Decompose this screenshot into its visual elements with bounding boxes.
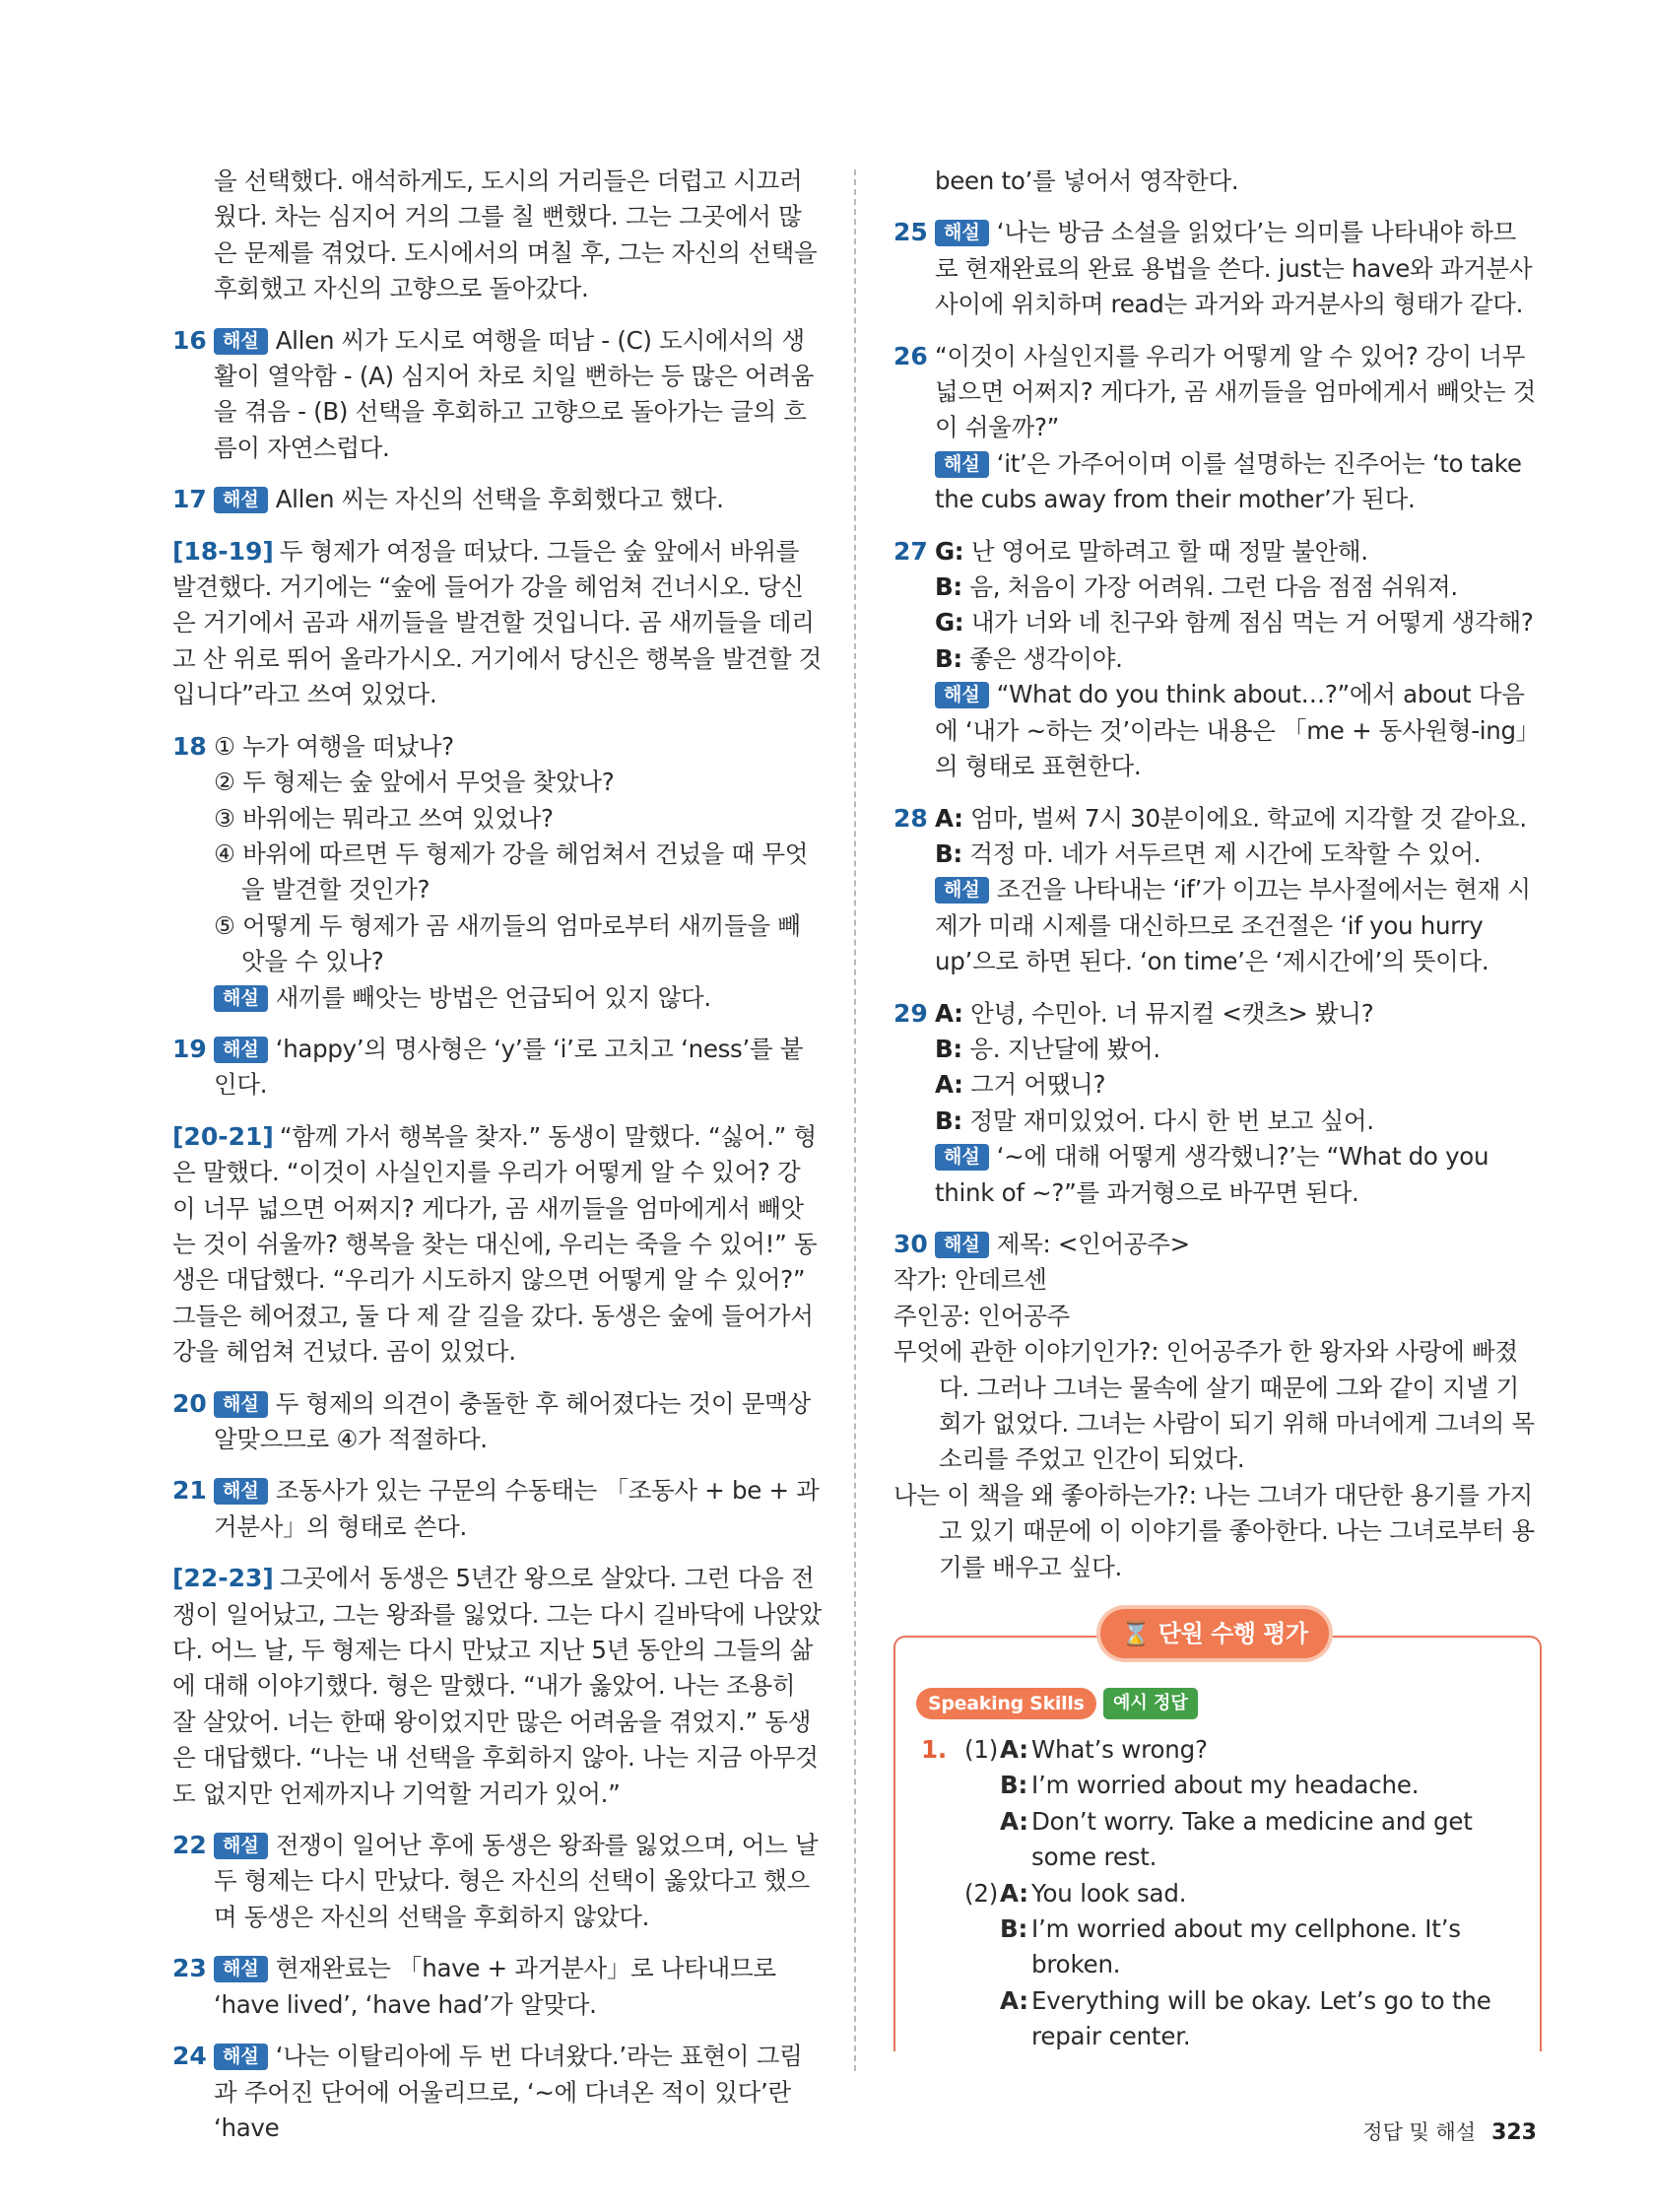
question-number: 26: [893, 341, 928, 370]
answer-16: [172, 323, 823, 467]
explanation-text: 조건을 나타내는 ‘if’가 이끄는 부사절에서는 현재 시제가 미래 시제를 대신하므로 조건절은 ‘if you hurry up’으로 하면 된다. ‘on time’은 ‘제시간에’의 뜻이다.: [935, 875, 1531, 976]
speaker: B:: [1000, 1914, 1028, 1944]
speaking-answer: [921, 1732, 1532, 2055]
explanation-tag: 해설: [214, 985, 268, 1012]
line-text: You look sad.: [1031, 1878, 1187, 1908]
answer-30: [893, 1227, 1539, 1262]
speaker: A:: [1000, 1735, 1028, 1764]
question-number: 24: [172, 2042, 207, 2071]
answer-20: [172, 1386, 823, 1458]
translation-text: “이것이 사실인지를 우리가 어떻게 알 수 있어? 강이 너무 넓으면 어쩌지? 게다가, 곰 새끼들을 엄마에게서 빼앗는 것이 쉬울까?”: [935, 341, 1537, 442]
unit-assessment-title: ⌛ 단원 수행 평가: [1100, 1609, 1329, 1658]
passage-text: 그곳에서 동생은 5년간 왕으로 살았다. 그런 다음 전쟁이 일어났고, 그는 왕좌를 잃었다. 그는 다시 길바닥에 나앉았다. 어느 날, 두 형제는 다시 만났고 지난 5년 동안의 그들의 삶에 대해 이야기했다. 형은 말했다. “내가 옳았어. 나는 조용히 잘 살았어. 너는 한때 왕이었지만 많은 어려움을 겪었지.” 동생은 대답했다. “나는 내 선택을 후회하지 않아. 나는 지금 아무것도 없지만 언제까지나 기억할 거리가 있어.”: [172, 1564, 823, 1808]
passage-number: [20-21]: [172, 1121, 274, 1151]
explanation-tag: 해설: [214, 487, 268, 513]
column-divider: [854, 169, 856, 2071]
speaker: B:: [935, 643, 962, 673]
line-text: 난 영어로 말하려고 할 때 정말 불안해.: [970, 536, 1368, 566]
explanation-tag: 해설: [214, 1956, 268, 1982]
speaker: B:: [935, 1034, 962, 1063]
option-4: ④ 바위에 따르면 두 형제가 강을 헤엄쳐서 건넜을 때 무엇을 발견할 것인가?: [214, 838, 809, 905]
question-number: 27: [893, 536, 928, 566]
speaker: B:: [1000, 1771, 1028, 1800]
answer-30-details: [893, 1262, 1539, 1585]
detail-line: 무엇에 관한 이야기인가?: 인어공주가 한 왕자와 사랑에 빠졌다. 그러나 그녀는 물속에 살기 때문에 그와 같이 지낼 기회가 없었다. 그녀는 사람이 되기 위해 마녀에게 그녀의 목소리를 주었고 인간이 되었다.: [893, 1337, 1535, 1474]
line-text: What’s wrong?: [1031, 1735, 1208, 1764]
dialogue-line: [935, 801, 1539, 837]
explanation-text: 현재완료는 「have + 과거분사」로 나타내므로 ‘have lived’, ‘have had’가 알맞다.: [214, 1954, 776, 2019]
passage-number: [22-23]: [172, 1564, 274, 1593]
left-column: [172, 164, 823, 2162]
question-number: 18: [172, 731, 207, 761]
dialogue-line: [935, 837, 1539, 872]
explanation-tag: 해설: [214, 1478, 268, 1505]
answer-24: [172, 2039, 823, 2146]
speaker: A:: [935, 1070, 963, 1100]
dialogue-line: [935, 1067, 1539, 1103]
explanation-tag: 해설: [214, 2044, 268, 2070]
explanation-text: “What do you think about…?”에서 about 다음에 ‘내가 ~하는 것’이라는 내용은 「me + 동사원형-ing」의 형태로 표현한다.: [935, 680, 1528, 781]
question-number: 20: [172, 1388, 207, 1418]
speaker: B:: [935, 838, 962, 868]
continuation-text: been to’를 넣어서 영작한다.: [935, 167, 1239, 195]
option-1: ① 누가 여행을 떠났나?: [214, 731, 454, 761]
line-text: 내가 너와 네 친구와 함께 점심 먹는 거 어떻게 생각해?: [970, 608, 1534, 637]
detail-line: 주인공: 인어공주: [893, 1301, 1071, 1330]
speaker: A:: [935, 803, 963, 833]
speaker: A:: [1000, 1985, 1028, 2015]
answer-19: [172, 1032, 823, 1104]
passage-18-19: [172, 534, 823, 713]
speaker: B:: [935, 572, 962, 602]
option-2: ② 두 형제는 숲 앞에서 무엇을 찾았나?: [214, 768, 615, 797]
explanation-text: Allen 씨는 자신의 선택을 후회했다고 했다.: [275, 485, 724, 514]
explanation-text: 두 형제의 의견이 충돌한 후 헤어졌다는 것이 문맥상 알맞으므로 ④가 적절하다.: [214, 1388, 811, 1453]
answer-27: [893, 534, 1539, 785]
explanation-text: Allen 씨가 도시로 여행을 떠남 - (C) 도시에서의 생활이 열악함 - (A) 심지어 차로 치일 뻔하는 등 많은 어려움을 겪음 - (B) 선택을 후회하고 고향으로 돌아가는 글의 흐름이 자연스럽다.: [214, 325, 815, 462]
detail-line: 작가: 안데르센: [893, 1265, 1047, 1295]
intro-continuation: [172, 164, 823, 307]
line-text: 그거 어땠니?: [970, 1070, 1106, 1100]
book-title: 제목: <인어공주>: [996, 1229, 1190, 1258]
explanation-text: ‘나는 방금 소설을 읽었다’는 의미를 나타내야 하므로 현재완료의 완료 용법을 쓴다. just는 have와 과거분사 사이에 위치하며 read는 과거와 과거분사의 형태가 같다.: [935, 218, 1533, 319]
answer-22: [172, 1828, 823, 1935]
detail-line: 나는 이 책을 왜 좋아하는가?: 나는 그녀가 대단한 용기를 가지고 있기 때문에 이 이야기를 좋아한다. 나는 그녀로부터 용기를 배우고 싶다.: [893, 1480, 1535, 1581]
line-text: 안녕, 수민아. 너 뮤지컬 <캣츠> 봤니?: [970, 998, 1374, 1028]
speaker: B:: [935, 1106, 962, 1135]
dialogue-line: [935, 641, 1539, 677]
speaker: A:: [1000, 1878, 1028, 1908]
intro-text: 을 선택했다. 애석하게도, 도시의 거리들은 더럽고 시끄러웠다. 차는 심지어 거의 그를 칠 뻔했다. 그는 그곳에서 많은 문제를 겪었다. 도시에서의 며칠 후, 그는 자신의 선택을 후회했고 자신의 고향으로 돌아갔다.: [214, 167, 818, 303]
answer-17: [172, 482, 823, 517]
page-number: 323: [1491, 2120, 1537, 2145]
example-answer-tag: 예시 정답: [1103, 1688, 1198, 1719]
explanation-text: ‘~에 대해 어떻게 생각했니?’는 “What do you think of ~?”를 과거형으로 바꾸면 된다.: [935, 1142, 1489, 1207]
question-number: 29: [893, 998, 928, 1028]
question-number: 22: [172, 1831, 207, 1860]
line-text: I’m worried about my cellphone. It’s broken.: [1031, 1914, 1461, 1979]
explanation-text: 전쟁이 일어난 후에 동생은 왕좌를 잃었으며, 어느 날 두 형제는 다시 만났다. 형은 자신의 선택이 옳았다고 했으며 동생은 자신의 선택을 후회하지 않았다.: [214, 1831, 819, 1931]
answer-23: [172, 1951, 823, 2023]
answer-29: [893, 996, 1539, 1211]
answer-24-continuation: [893, 164, 1539, 199]
answer-26: [893, 339, 1539, 518]
line-text: 좋은 생각이야.: [969, 643, 1123, 673]
question-number: 17: [172, 485, 207, 514]
speaking-skills-tag: Speaking Skills: [916, 1688, 1096, 1719]
explanation-tag: 해설: [214, 1833, 268, 1859]
right-column: [893, 164, 1539, 1585]
passage-20-21: [172, 1119, 823, 1371]
line-text: Don’t worry. Take a medicine and get some rest.: [1031, 1806, 1473, 1872]
answer-18: [172, 729, 823, 1016]
explanation-tag: 해설: [214, 1391, 268, 1418]
explanation-text: ‘it’은 가주어이며 이를 설명하는 진주어는 ‘to take the cubs away from their mother’가 된다.: [935, 448, 1522, 514]
explanation-text: ‘나는 이탈리아에 두 번 다녀왔다.’라는 표현이 그림과 주어진 단어에 어울리므로, ‘~에 다녀온 적이 있다’란 ‘have: [214, 2042, 803, 2142]
dialogue-2: [964, 1876, 1532, 2055]
line-text: 정말 재미있었어. 다시 한 번 보고 싶어.: [969, 1106, 1374, 1135]
dialogue-line: [935, 1104, 1539, 1139]
footer-label: 정답 및 해설: [1362, 2120, 1477, 2144]
question-number: 25: [893, 218, 928, 247]
hourglass-icon: ⌛: [1121, 1620, 1151, 1647]
question-number: 16: [172, 325, 207, 355]
explanation-tag: 해설: [935, 220, 989, 246]
question-number: 1.: [921, 1735, 947, 1764]
dialogue-1: [964, 1732, 1532, 1876]
answer-25: [893, 215, 1539, 322]
explanation-text: ‘happy’의 명사형은 ‘y’를 ‘i’로 고치고 ‘ness’를 붙인다.: [214, 1034, 804, 1100]
passage-text: 두 형제가 여정을 떠났다. 그들은 숲 앞에서 바위를 발견했다. 거기에는 “숲에 들어가 강을 헤엄쳐 건너시오. 당신은 거기에서 곰과 새끼들을 발견할 것입니다. 곰 새끼들을 데리고 산 위로 뛰어 올라가시오. 거기에서 당신은 행복을 발견할 것입니다”라고 쓰여 있었다.: [172, 536, 823, 709]
explanation-tag: 해설: [935, 682, 989, 708]
line-text: Everything will be okay. Let’s go to the repair center.: [1031, 1985, 1491, 2051]
dialogue-line: [935, 605, 1539, 640]
explanation-tag: 해설: [935, 877, 989, 904]
explanation-tag: 해설: [214, 1037, 268, 1063]
answer-28: [893, 801, 1539, 980]
speaker: G:: [935, 536, 964, 566]
question-number: 23: [172, 1954, 207, 1983]
explanation-tag: 해설: [935, 1144, 989, 1171]
speaker: A:: [1000, 1806, 1028, 1836]
line-text: 음, 처음이 가장 어려워. 그런 다음 점점 쉬워져.: [969, 572, 1458, 602]
option-5: ⑤ 어떻게 두 형제가 곰 새끼들의 엄마로부터 새끼들을 빼앗을 수 있나?: [214, 910, 801, 976]
question-number: 30: [893, 1229, 928, 1258]
dialogue-line: [935, 534, 1539, 570]
option-3: ③ 바위에는 뭐라고 쓰여 있었나?: [214, 803, 554, 833]
line-text: 엄마, 벌써 7시 30분이에요. 학교에 지각할 것 같아요.: [970, 803, 1527, 833]
explanation-tag: 해설: [214, 328, 268, 355]
question-number: 28: [893, 803, 928, 833]
speaker: A:: [935, 998, 963, 1028]
dialogue-line: [935, 1032, 1539, 1067]
question-number: 21: [172, 1476, 207, 1506]
line-text: I’m worried about my headache.: [1031, 1771, 1420, 1800]
line-text: 걱정 마. 네가 서두르면 제 시간에 도착할 수 있어.: [969, 838, 1482, 868]
speaker: G:: [935, 608, 964, 637]
explanation-tag: 해설: [935, 1232, 989, 1258]
item-label: (2): [964, 1878, 999, 1908]
passage-number: [18-19]: [172, 536, 274, 566]
passage-text: “함께 가서 행복을 찾자.” 동생이 말했다. “싫어.” 형은 말했다. “이것이 사실인지를 우리가 어떻게 알 수 있어? 강이 너무 넓으면 어쩌지? 게다가, 곰 새끼들을 엄마에게서 빼앗는 것이 쉬울까? 행복을 찾는 대신에, 우리는 죽을 수 있어!” 동생은 대답했다. “우리가 시도하지 않으면 어떻게 알 수 있어?” 그들은 헤어졌고, 둘 다 제 갈 길을 갔다. 동생은 숲에 들어가서 강을 헤엄쳐 건넜다. 곰이 있었다.: [172, 1121, 818, 1367]
question-number: 19: [172, 1034, 207, 1063]
dialogue-line: [935, 996, 1539, 1032]
explanation-text: 새끼를 빼앗는 방법은 언급되어 있지 않다.: [275, 982, 711, 1012]
item-label: (1): [964, 1735, 999, 1764]
line-text: 응. 지난달에 봤어.: [969, 1034, 1160, 1063]
answer-21: [172, 1473, 823, 1545]
page-footer: [1362, 2116, 1537, 2146]
dialogue-line: [935, 570, 1539, 605]
passage-22-23: [172, 1561, 823, 1812]
explanation-tag: 해설: [935, 451, 989, 478]
explanation-text: 조동사가 있는 구문의 수동태는 「조동사 + be + 과거분사」의 형태로 쓴다.: [214, 1476, 820, 1541]
